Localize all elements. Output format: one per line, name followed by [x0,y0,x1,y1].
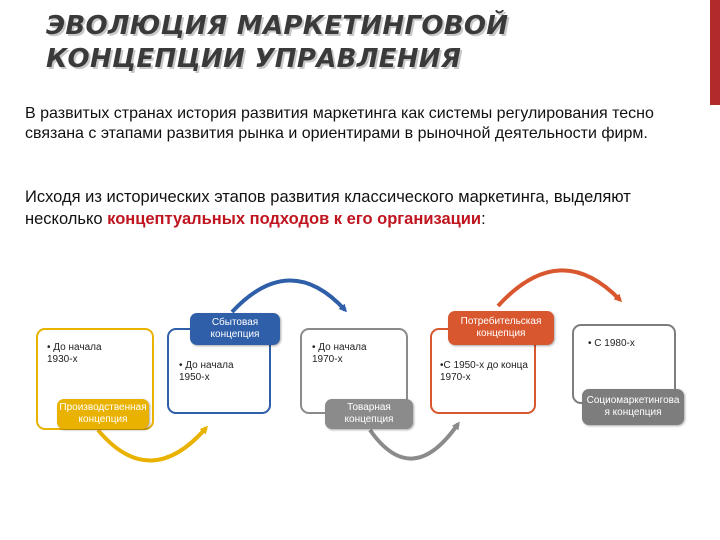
approaches-text: Исходя из исторических этапов развития классического маркетинга, выделяют несколько [25,188,631,228]
stage-3-period: • До начала 1970-х [312,342,367,365]
stage-3-concept: Товарная концепция [325,399,413,429]
arrow-2-to-3 [232,280,345,312]
stage-5-period: • С 1980-х [588,338,635,349]
stage-4-period: •С 1950-х до конца 1970-х [440,360,528,383]
approaches-colon: : [481,210,486,228]
arrow-4-to-5 [498,270,620,306]
stage-1-concept: Производственная концепция [57,399,149,429]
arrow-1-to-2 [98,428,206,461]
stage-5-concept: Социомаркетингова я концепция [582,389,684,425]
intro-paragraph: В развитых странах история развития маркетинга как системы регулирования тесно связана с этапами развития рынка и ориентирами в рыночной деятельности фирм. [25,105,654,142]
title-line-1: ЭВОЛЮЦИЯ МАРКЕТИНГОВОЙ [46,11,509,41]
arrow-3-to-4 [370,424,458,459]
stage-1-period: • До начала 1930-х [47,342,102,365]
stage-4-concept: Потребительская концепция [448,311,554,345]
approaches-highlight: концептуальных подходов к его организации [107,210,482,228]
stage-2-concept: Сбытовая концепция [190,313,280,345]
stage-2-period: • До начала 1950-х [179,360,234,383]
title-line-2: КОНЦЕПЦИИ УПРАВЛЕНИЯ [46,44,462,74]
